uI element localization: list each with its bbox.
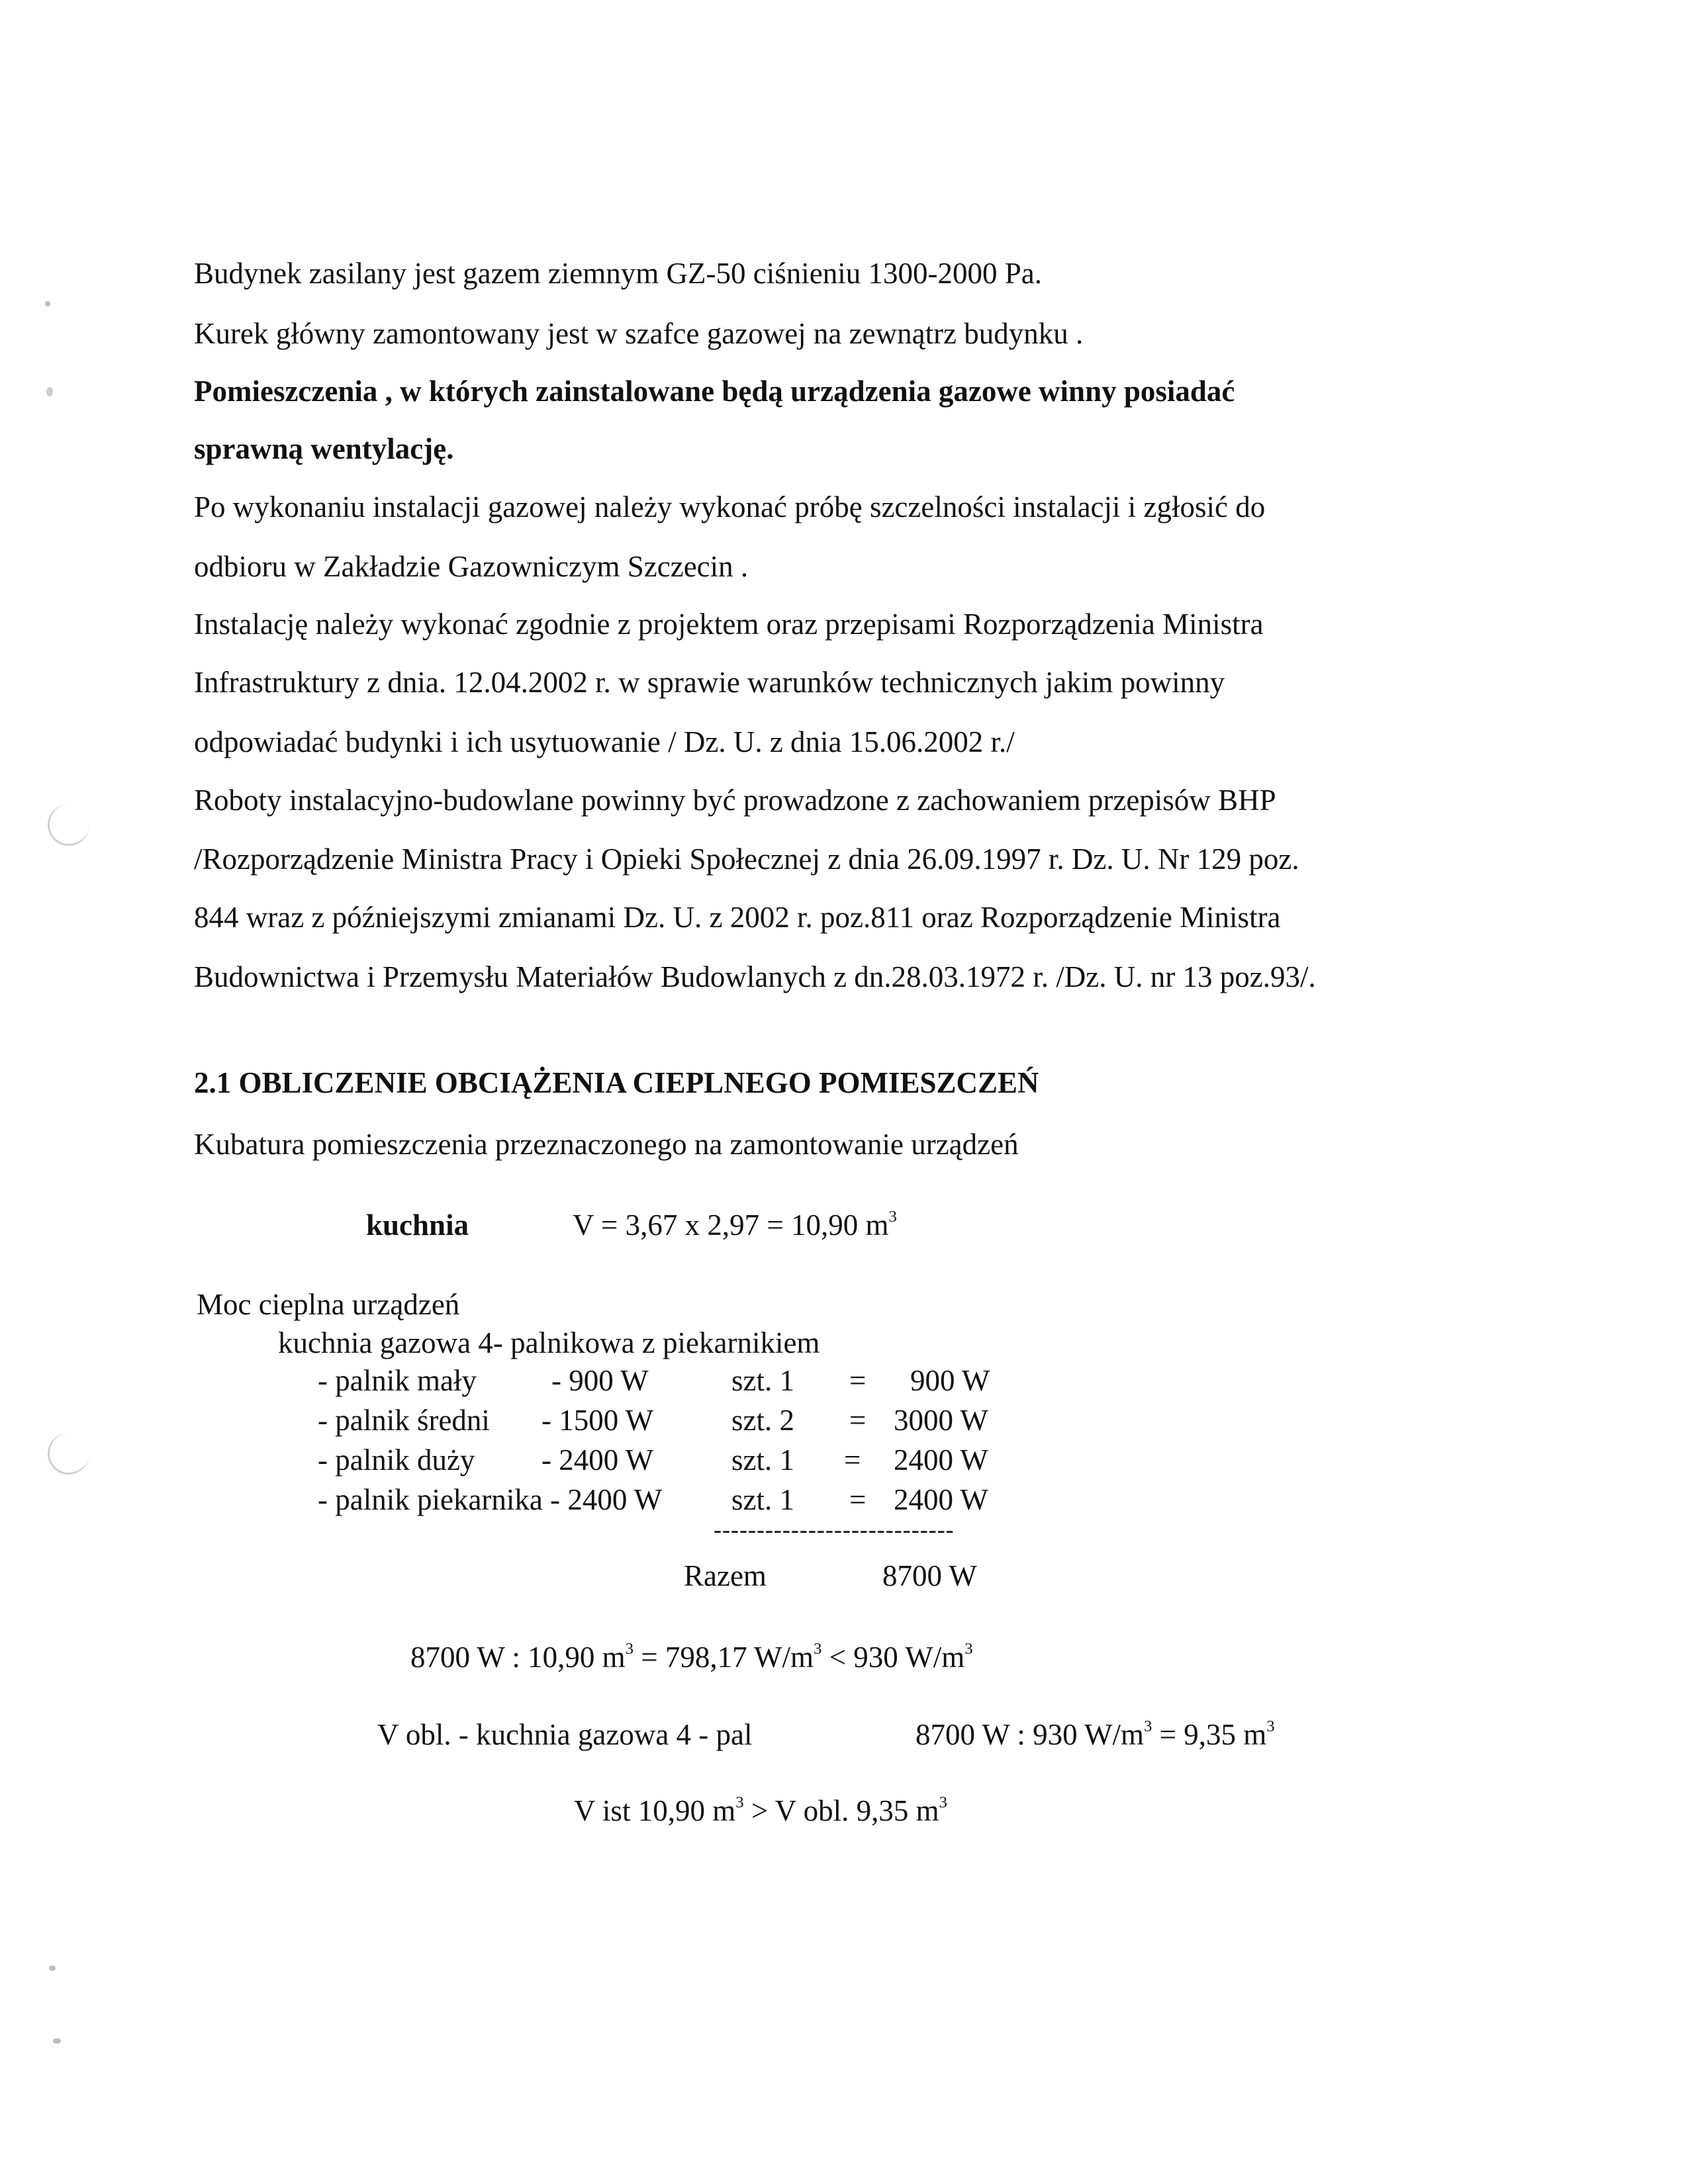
punch-hole-mark bbox=[48, 804, 89, 846]
burner-total: 2400 W bbox=[894, 1483, 988, 1516]
intro-line: Budownictwa i Przemysłu Materiałów Budowlanych z dn.28.03.1972 r. /Dz. U. nr 13 poz.93/. bbox=[194, 960, 1316, 993]
calc-required-volume-value: 8700 W : 930 $W/m^3 = 9,35$ $m^3$ bbox=[915, 1717, 1275, 1751]
intro-line: odbioru w Zakładzie Gazowniczym Szczecin . bbox=[194, 550, 749, 583]
intro-line: /Rozporządzenie Ministra Pracy i Opieki Społecznej z dnia 26.09.1997 r. Dz. U. Nr 129 poz. bbox=[194, 842, 1299, 876]
burner-name: - palnik średni bbox=[318, 1404, 490, 1437]
calc-volume-comparison: V ist 10,90 $m^3 > V$ obl. 9,35 $m^3$ bbox=[574, 1794, 947, 1827]
burner-eq: = bbox=[844, 1443, 861, 1477]
burner-eq: = bbox=[849, 1483, 867, 1516]
intro-line: Budynek zasilany jest gazem ziemnym GZ-50 ciśnieniu 1300-2000 Pa. bbox=[194, 257, 1042, 290]
burner-qty: szt. 1 bbox=[731, 1483, 794, 1516]
burner-qty: szt. 2 bbox=[731, 1404, 794, 1437]
scan-speck bbox=[49, 1966, 56, 1971]
burner-total: 2400 W bbox=[894, 1443, 988, 1477]
burner-qty: szt. 1 bbox=[731, 1364, 794, 1397]
burner-power: - 1500 W bbox=[541, 1404, 654, 1437]
burner-name: - palnik piekarnika - 2400 W bbox=[318, 1483, 663, 1516]
intro-line: Roboty instalacyjno-budowlane powinny być prowadzone z zachowaniem przepisów BHP bbox=[194, 784, 1276, 817]
burner-eq: = bbox=[849, 1404, 867, 1437]
scan-speck bbox=[53, 2038, 61, 2044]
intro-line: 844 wraz z późniejszymi zmianami Dz. U. z 2002 r. poz.811 oraz Rozporządzenie Ministra bbox=[194, 901, 1281, 934]
intro-line-bold: Pomieszczenia , w których zainstalowane będą urządzenia gazowe winny posiadać bbox=[194, 375, 1235, 408]
punch-hole-mark bbox=[48, 1433, 89, 1475]
calc-required-volume: V obl. - kuchnia gazowa 4 - pal bbox=[377, 1718, 753, 1751]
moc-heading: Moc cieplna urządzeń bbox=[197, 1288, 460, 1321]
sum-label: Razem bbox=[684, 1559, 767, 1592]
intro-line: odpowiadać budynki i ich usytuowanie / Dz. U. z dnia 15.06.2002 r./ bbox=[194, 725, 1015, 758]
burner-power: - 2400 W bbox=[541, 1443, 654, 1477]
kubatura-line: Kubatura pomieszczenia przeznaczonego na zamontowanie urządzeń bbox=[194, 1128, 1019, 1161]
intro-line: Po wykonaniu instalacji gazowej należy wykonać próbę szczelności instalacji i zgłosić do bbox=[194, 490, 1266, 523]
scan-speck bbox=[45, 301, 50, 306]
section-heading: 2.1 OBLICZENIE OBCIĄŻENIA CIEPLNEGO POMIESZCZEŃ bbox=[194, 1066, 1039, 1099]
sum-value: 8700 W bbox=[882, 1559, 977, 1592]
intro-line-bold: sprawną wentylację. bbox=[194, 432, 454, 465]
burner-eq: = bbox=[849, 1364, 867, 1397]
calc-load-density: 8700 W : 10,90 $m^3 = 798,17$ $W/m^3 < 930$ $W/m^3$ bbox=[410, 1640, 973, 1674]
burner-qty: szt. 1 bbox=[731, 1443, 794, 1477]
burner-power: - 900 W bbox=[551, 1364, 649, 1397]
intro-line: Infrastruktury z dnia. 12.04.2002 r. w sprawie warunków technicznych jakim powinny bbox=[194, 666, 1225, 699]
intro-line: Kurek główny zamontowany jest w szafce gazowej na zewnątrz budynku . bbox=[194, 317, 1084, 350]
burner-name: - palnik duży bbox=[318, 1443, 475, 1477]
intro-line: Instalację należy wykonać zgodnie z projektem oraz przepisami Rozporządzenia Ministra bbox=[194, 608, 1264, 641]
sum-divider: ---------------------------- bbox=[714, 1516, 955, 1543]
volume-formula: V = 3,67 x 2,97 = 10,90 $m^3$ bbox=[573, 1208, 897, 1242]
room-label: kuchnia bbox=[366, 1208, 469, 1242]
burner-total: 900 W bbox=[910, 1364, 990, 1397]
burner-name: - palnik mały bbox=[318, 1364, 477, 1397]
device-line: kuchnia gazowa 4- palnikowa z piekarnikiem bbox=[278, 1326, 820, 1359]
burner-total: 3000 W bbox=[894, 1404, 988, 1437]
scan-speck bbox=[46, 387, 53, 396]
